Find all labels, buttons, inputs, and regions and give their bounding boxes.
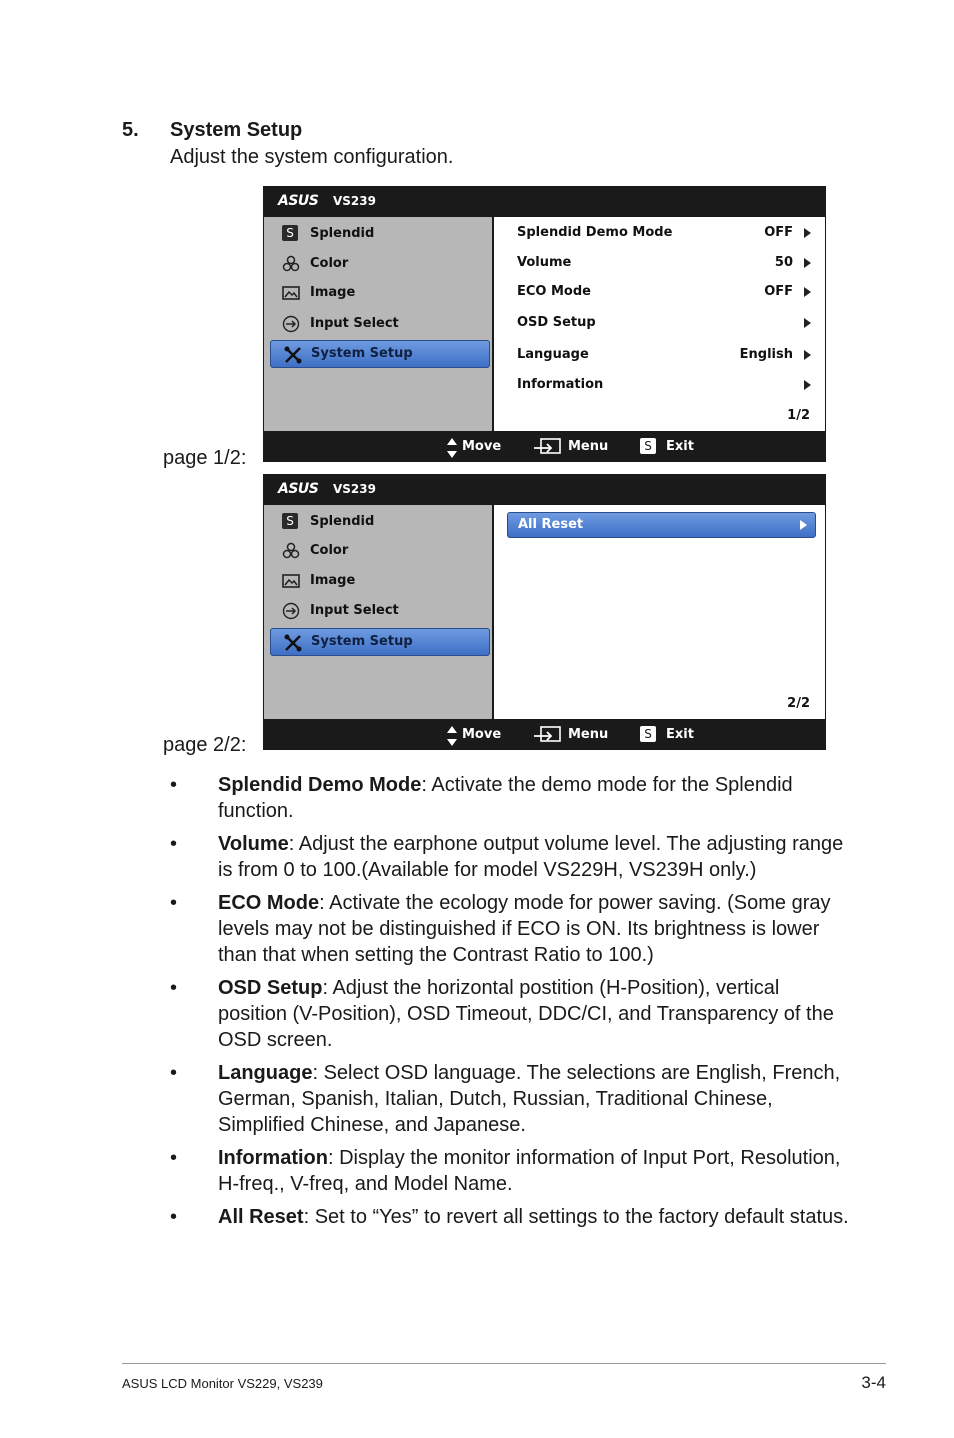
menu-item-label: Input Select [310, 316, 399, 331]
list-item-term: Information [218, 1147, 328, 1169]
submenu-row-osd-setup[interactable] [517, 313, 813, 333]
menu-item-label: Image [310, 573, 356, 588]
s-key-icon: S [640, 438, 656, 454]
submenu-row-all-reset[interactable] [507, 512, 816, 538]
arrow-right-icon [804, 287, 811, 297]
menu-label: Menu [568, 439, 609, 454]
footer-product-name: ASUS LCD Monitor VS229, VS239 [122, 1376, 323, 1391]
submenu-value: OFF [764, 225, 793, 240]
color-icon [282, 255, 300, 273]
submenu-value: OFF [764, 284, 793, 299]
arrow-right-icon [804, 380, 811, 390]
move-label: Move [462, 439, 502, 454]
list-item: • Splendid Demo Mode: Activate the demo mode for the Splendid function. [170, 774, 793, 822]
page2-label: page 2/2: [163, 734, 247, 756]
arrow-right-icon [804, 318, 811, 328]
menu-item-system-setup[interactable] [270, 340, 490, 368]
osd-main-menu [264, 505, 492, 719]
submenu-row-splendid-demo-mode[interactable] [517, 223, 813, 243]
osd-key-guide [263, 719, 826, 750]
osd-screen-page1 [263, 186, 826, 462]
up-down-arrow-icon [446, 726, 458, 746]
menu-item-input-select[interactable] [270, 598, 488, 624]
tools-icon [283, 345, 301, 363]
color-icon [282, 542, 300, 560]
list-item: • Language: Select OSD language. The selections are English, French, German, Spanish, Italian, Dutch, Russian, Traditional Chinese, Simplified Chinese, and Japanese. [170, 1062, 841, 1136]
list-item: • OSD Setup: Adjust the horizontal postition (H-Position), vertical position (V-Position), OSD Timeout, DDC/CI, and Transparency of the OSD screen. [170, 977, 834, 1051]
submenu-row-information[interactable] [517, 375, 813, 395]
submenu-label: All Reset [518, 517, 584, 532]
menu-item-label: System Setup [311, 634, 413, 649]
up-down-arrow-icon [446, 438, 458, 458]
menu-item-label: Image [310, 285, 356, 300]
move-label: Move [462, 727, 502, 742]
submenu-value: English [739, 347, 793, 362]
osd-submenu [494, 505, 825, 719]
footer-divider [122, 1363, 886, 1364]
feature-list [170, 772, 850, 1237]
menu-item-image[interactable] [270, 568, 488, 594]
model-name: VS239 [333, 482, 376, 496]
list-item-term: Splendid Demo Mode [218, 774, 422, 796]
submenu-row-language[interactable] [517, 345, 813, 365]
menu-item-label: Splendid [310, 514, 375, 529]
model-name: VS239 [333, 194, 376, 208]
submenu-value: 50 [774, 255, 793, 270]
arrow-right-icon [804, 228, 811, 238]
list-item-term: Volume [218, 833, 289, 855]
list-item-text: : Select OSD language. The selections are English, French, German, Spanish, Italian, Dutch, Russian, Traditional Chinese, Simplified Chinese, and Japanese. [218, 1062, 841, 1136]
osd-title-bar [263, 474, 826, 504]
page-indicator: 2/2 [787, 696, 810, 711]
tools-icon [283, 633, 301, 651]
input-select-icon [282, 315, 300, 333]
page-number: 3-4 [861, 1373, 886, 1392]
list-item-text: : Activate the demo mode for the Splendid function. [218, 774, 793, 822]
submenu-label: Volume [517, 255, 572, 270]
menu-item-splendid[interactable] [270, 509, 488, 535]
list-item-term: OSD Setup [218, 977, 323, 999]
page1-label: page 1/2: [163, 447, 247, 469]
page-indicator: 1/2 [787, 408, 810, 423]
menu-item-image[interactable] [270, 280, 488, 306]
image-icon [282, 284, 300, 302]
menu-item-color[interactable] [270, 251, 488, 277]
menu-item-input-select[interactable] [270, 311, 488, 337]
arrow-right-icon [800, 520, 807, 530]
list-item-text: : Display the monitor information of Input Port, Resolution, H-freq., V-freq, and Model Name. [218, 1147, 841, 1195]
list-item-text: : Activate the ecology mode for power saving. (Some gray levels may not be distinguished if ECO is ON. Its brightness is lower than that when setting the Contrast Ratio to 100.) [218, 892, 831, 966]
enter-icon [533, 726, 563, 744]
exit-label: Exit [666, 439, 694, 454]
submenu-label: ECO Mode [517, 284, 591, 299]
image-icon [282, 572, 300, 590]
s-key-icon: S [640, 726, 656, 742]
arrow-right-icon [804, 258, 811, 268]
submenu-row-volume[interactable] [517, 253, 813, 273]
menu-item-color[interactable] [270, 538, 488, 564]
submenu-label: Information [517, 377, 604, 392]
list-item-text: : Set to “Yes” to revert all settings to the factory default status. [303, 1206, 849, 1228]
menu-item-label: Color [310, 543, 349, 558]
osd-screen-page2 [263, 474, 826, 750]
section-subtitle: Adjust the system configuration. [170, 146, 454, 168]
list-item: • Information: Display the monitor information of Input Port, Resolution, H-freq., V-freq, and Model Name. [170, 1147, 841, 1195]
splendid-s-icon: S [282, 513, 300, 531]
list-item: • All Reset: Set to “Yes” to revert all settings to the factory default status. [170, 1206, 849, 1228]
menu-item-system-setup[interactable] [270, 628, 490, 656]
menu-item-label: System Setup [311, 346, 413, 361]
list-item-term: All Reset [218, 1206, 304, 1228]
submenu-label: OSD Setup [517, 315, 596, 330]
list-item: • ECO Mode: Activate the ecology mode for power saving. (Some gray levels may not be distinguished if ECO is ON. Its brightness is lower than that when setting the Contrast Ratio to 100.) [170, 892, 831, 966]
list-item-term: ECO Mode [218, 892, 320, 914]
input-select-icon [282, 602, 300, 620]
splendid-s-icon: S [282, 225, 300, 243]
asus-logo: ASUS [278, 481, 319, 497]
asus-logo: ASUS [278, 193, 319, 209]
osd-key-guide [263, 431, 826, 462]
osd-submenu [494, 217, 825, 431]
menu-item-label: Color [310, 256, 349, 271]
menu-item-label: Input Select [310, 603, 399, 618]
submenu-row-eco-mode[interactable] [517, 282, 813, 302]
section-title: System Setup [170, 119, 303, 141]
menu-item-splendid[interactable] [270, 221, 488, 247]
menu-label: Menu [568, 727, 609, 742]
list-item-term: Language [218, 1062, 313, 1084]
section-number: 5. [122, 119, 139, 141]
enter-icon [533, 438, 563, 456]
submenu-label: Language [517, 347, 589, 362]
list-item-text: : Adjust the horizontal postition (H-Position), vertical position (V-Position), OSD Timeout, DDC/CI, and Transparency of the OSD screen. [218, 977, 834, 1051]
osd-title-bar [263, 186, 826, 216]
menu-item-label: Splendid [310, 226, 375, 241]
submenu-label: Splendid Demo Mode [517, 225, 673, 240]
list-item-text: : Adjust the earphone output volume level. The adjusting range is from 0 to 100.(Available for model VS229H, VS239H only.) [218, 833, 844, 881]
osd-main-menu [264, 217, 492, 431]
exit-label: Exit [666, 727, 694, 742]
arrow-right-icon [804, 350, 811, 360]
list-item: • Volume: Adjust the earphone output volume level. The adjusting range is from 0 to 100.(Available for model VS229H, VS239H only.) [170, 833, 844, 881]
